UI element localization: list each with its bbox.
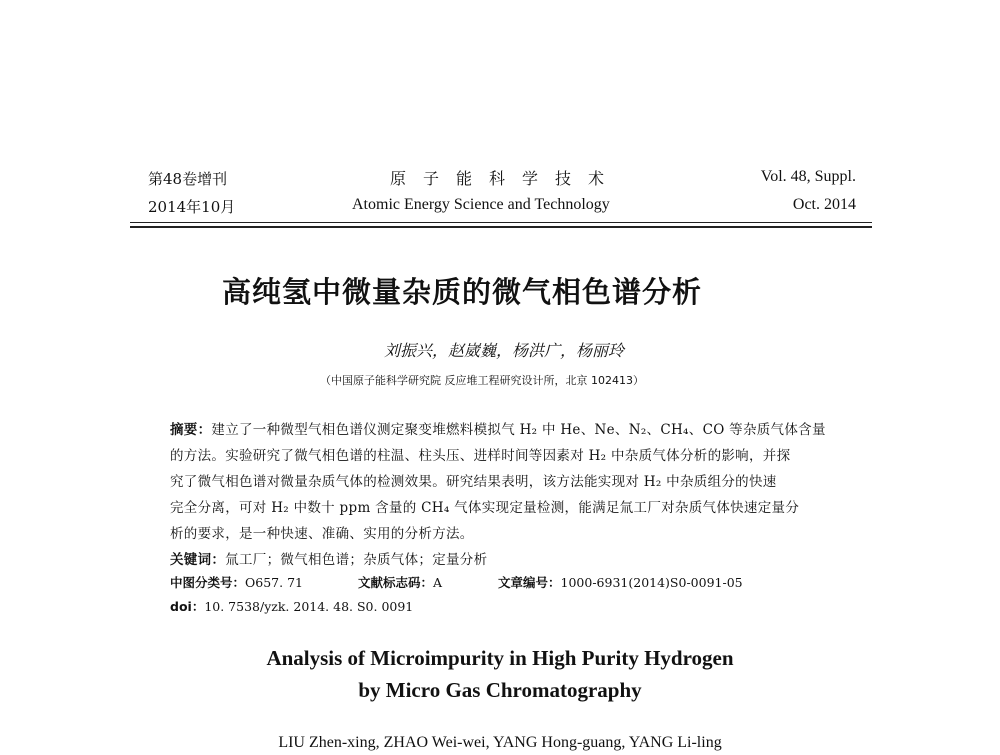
clc-value: O657. 71 — [245, 575, 303, 590]
paper-title-cn: 高纯氢中微量杂质的微气相色谱分析 — [222, 275, 703, 309]
keywords-label: 关键词： — [170, 552, 226, 568]
abstract-label: 摘要： — [170, 422, 212, 438]
abstract-line: 究了微气相色谱对微量杂质气体的检测效果。研究结果表明，该方法能实现对 H₂ 中杂质组分的快速 — [170, 474, 777, 490]
abstract-line: 的方法。实验研究了微气相色谱的柱温、柱头压、进样时间等因素对 H₂ 中杂质气体分析的影响，并探 — [170, 448, 791, 464]
clc-number — [170, 573, 303, 591]
abstract-line: 析的要求，是一种快速、准确、实用的分析方法。 — [170, 526, 474, 542]
doc-code-label: 文献标志码： — [358, 575, 434, 590]
date-en: Oct. 2014 — [792, 196, 856, 213]
journal-name-en: Atomic Energy Science and Technology — [352, 196, 610, 213]
document-code — [358, 573, 442, 591]
article-number-label: 文章编号： — [498, 575, 561, 590]
article-number-value: 1000-6931(2014)S0-0091-05 — [560, 575, 743, 590]
authors-cn: 刘振兴，赵崴巍，杨洪广，杨丽玲 — [384, 341, 625, 360]
doc-code-value: A — [433, 575, 443, 590]
paper-title-en-line1: Analysis of Microimpurity in High Purity Hydrogen — [266, 646, 734, 670]
volume-en: Vol. 48, Suppl. — [760, 168, 856, 185]
paper-title-en-line2: by Micro Gas Chromatography — [358, 678, 642, 702]
abstract-text: 建立了一种微型气相色谱仪测定聚变堆燃料模拟气 H₂ 中 He、Ne、N₂、CH₄、CO 等杂质气体含量 — [211, 422, 826, 438]
date-cn: 2014年10月 — [148, 198, 236, 216]
header-rule-thin — [130, 222, 872, 223]
doi-label: doi： — [170, 599, 205, 614]
keywords-value: 氚工厂；微气相色谱；杂质气体；定量分析 — [225, 552, 488, 568]
doi-value: 10. 7538/yzk. 2014. 48. S0. 0091 — [204, 599, 414, 614]
keywords — [170, 548, 487, 568]
abstract-line — [170, 418, 826, 438]
authors-en: LIU Zhen-xing, ZHAO Wei-wei, YANG Hong-guang, YANG Li-ling — [278, 734, 722, 751]
volume-cn: 第48卷增刊 — [148, 170, 228, 188]
article-number — [498, 573, 743, 591]
abstract-line: 完全分离，可对 H₂ 中数十 ppm 含量的 CH₄ 气体实现定量检测，能满足氚工厂对杂质气体快速定量分 — [170, 500, 800, 516]
affiliation-cn: （中国原子能科学研究院 反应堆工程研究设计所，北京 102413） — [320, 374, 644, 387]
clc-label: 中图分类号： — [170, 575, 246, 590]
header-rule-thick — [130, 226, 872, 228]
doi — [170, 597, 413, 615]
journal-name-cn: 原子能科学技术 — [390, 169, 622, 188]
